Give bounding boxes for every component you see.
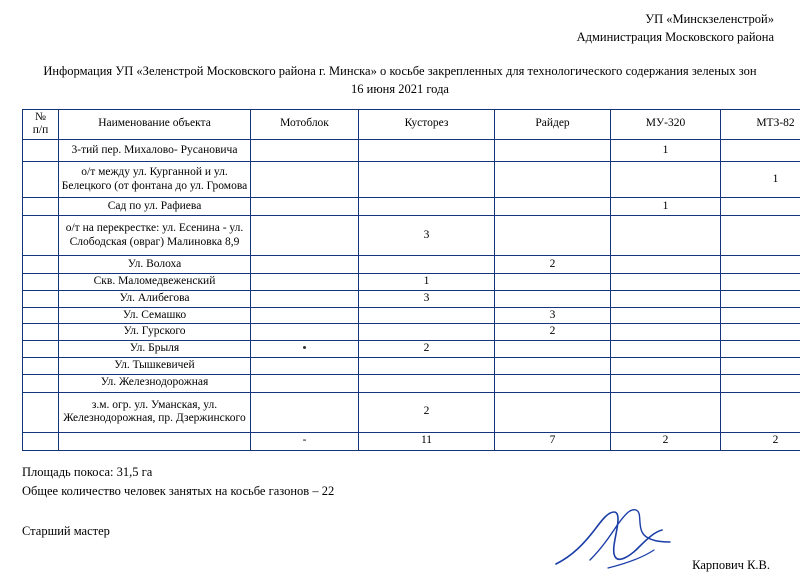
cell-number bbox=[23, 140, 59, 162]
cell-mu320 bbox=[611, 324, 721, 341]
total-cell-mtz82: 2 bbox=[721, 432, 800, 450]
cell-mtz82 bbox=[721, 358, 800, 375]
table-total-row bbox=[23, 432, 800, 450]
cell-motoblok bbox=[251, 274, 359, 291]
cell-motoblok bbox=[251, 290, 359, 307]
cell-number bbox=[23, 374, 59, 392]
cell-motoblok bbox=[251, 358, 359, 375]
total-cell-num bbox=[23, 432, 59, 450]
column-header-number bbox=[23, 109, 59, 140]
cell-mtz82 bbox=[721, 216, 800, 256]
table-row bbox=[23, 140, 800, 162]
cell-raider bbox=[495, 198, 611, 216]
cell-raider bbox=[495, 162, 611, 198]
cell-motoblok bbox=[251, 341, 359, 358]
cell-mtz82 bbox=[721, 140, 800, 162]
cell-raider bbox=[495, 274, 611, 291]
cell-object-name: 3-тий пер. Михалово- Русановича bbox=[59, 140, 251, 162]
signer-title: Старший мастер bbox=[22, 524, 110, 539]
table-row bbox=[23, 341, 800, 358]
cell-kustorez: 3 bbox=[359, 290, 495, 307]
column-header-number-line1: № bbox=[35, 111, 46, 123]
column-header-number-line2: п/п bbox=[33, 124, 49, 136]
cell-mtz82 bbox=[721, 324, 800, 341]
cell-mtz82: 1 bbox=[721, 162, 800, 198]
cell-object-name: Ул. Гурского bbox=[59, 324, 251, 341]
cell-mu320: 1 bbox=[611, 140, 721, 162]
table-row bbox=[23, 162, 800, 198]
page-title-line1: Информация УП «Зеленстрой Московского района г. Минска» о косьбе закрепленных для технологического содержания зеленых зон bbox=[22, 62, 778, 80]
cell-mtz82 bbox=[721, 198, 800, 216]
table-row bbox=[23, 290, 800, 307]
table-row bbox=[23, 216, 800, 256]
cell-number bbox=[23, 256, 59, 274]
cell-raider: 2 bbox=[495, 256, 611, 274]
cell-number bbox=[23, 358, 59, 375]
total-cell-mu320: 2 bbox=[611, 432, 721, 450]
cell-motoblok bbox=[251, 374, 359, 392]
cell-motoblok bbox=[251, 256, 359, 274]
handwritten-signature-icon bbox=[550, 498, 690, 578]
cell-number bbox=[23, 198, 59, 216]
column-header-mu320: МУ-320 bbox=[611, 109, 721, 140]
total-cell-kustorez: 11 bbox=[359, 432, 495, 450]
column-header-motoblok: Мотоблок bbox=[251, 109, 359, 140]
cell-motoblok bbox=[251, 392, 359, 432]
cell-motoblok bbox=[251, 198, 359, 216]
cell-mtz82 bbox=[721, 307, 800, 324]
mowing-table bbox=[22, 109, 800, 451]
cell-mtz82 bbox=[721, 392, 800, 432]
cell-mu320 bbox=[611, 374, 721, 392]
signer-name: Карпович К.В. bbox=[692, 558, 770, 573]
cell-kustorez: 3 bbox=[359, 216, 495, 256]
cell-kustorez bbox=[359, 140, 495, 162]
cell-mtz82 bbox=[721, 341, 800, 358]
table-row bbox=[23, 358, 800, 375]
table-row bbox=[23, 256, 800, 274]
cell-raider bbox=[495, 341, 611, 358]
cell-mu320 bbox=[611, 392, 721, 432]
cell-motoblok bbox=[251, 216, 359, 256]
signature-block bbox=[22, 524, 778, 584]
cell-kustorez bbox=[359, 324, 495, 341]
cell-raider bbox=[495, 392, 611, 432]
cell-raider bbox=[495, 374, 611, 392]
cell-object-name: з.м. огр. ул. Уманская, ул. Железнодорожная, пр. Дзержинского bbox=[59, 392, 251, 432]
total-cell-name bbox=[59, 432, 251, 450]
column-header-kustorez: Кусторез bbox=[359, 109, 495, 140]
cell-mtz82 bbox=[721, 274, 800, 291]
cell-number bbox=[23, 341, 59, 358]
cell-mu320 bbox=[611, 256, 721, 274]
cell-mu320 bbox=[611, 341, 721, 358]
cell-mu320: 1 bbox=[611, 198, 721, 216]
cell-raider: 2 bbox=[495, 324, 611, 341]
cell-raider bbox=[495, 216, 611, 256]
footer-area-line: Площадь покоса: 31,5 га bbox=[22, 463, 778, 482]
cell-number bbox=[23, 324, 59, 341]
page-title bbox=[22, 62, 778, 98]
table-body bbox=[23, 140, 800, 451]
cell-kustorez bbox=[359, 374, 495, 392]
table-row bbox=[23, 392, 800, 432]
cell-kustorez: 1 bbox=[359, 274, 495, 291]
cell-kustorez bbox=[359, 256, 495, 274]
table-row bbox=[23, 374, 800, 392]
cell-object-name: Ул. Железнодорожная bbox=[59, 374, 251, 392]
cell-kustorez bbox=[359, 358, 495, 375]
cell-raider bbox=[495, 358, 611, 375]
document-header bbox=[22, 8, 778, 46]
column-header-raider: Райдер bbox=[495, 109, 611, 140]
cell-object-name: Ул. Брыля bbox=[59, 341, 251, 358]
cell-motoblok bbox=[251, 140, 359, 162]
cell-raider bbox=[495, 140, 611, 162]
table-header-row bbox=[23, 109, 800, 140]
table-row bbox=[23, 307, 800, 324]
cell-mu320 bbox=[611, 358, 721, 375]
column-header-mtz82: МТЗ-82 bbox=[721, 109, 800, 140]
cell-number bbox=[23, 162, 59, 198]
cell-kustorez bbox=[359, 307, 495, 324]
cell-raider bbox=[495, 290, 611, 307]
cell-object-name: Сад по ул. Рафиева bbox=[59, 198, 251, 216]
column-header-object-name: Наименование объекта bbox=[59, 109, 251, 140]
cell-kustorez: 2 bbox=[359, 341, 495, 358]
page-title-line2: 16 июня 2021 года bbox=[22, 80, 778, 98]
cell-mu320 bbox=[611, 274, 721, 291]
cell-mtz82 bbox=[721, 374, 800, 392]
cell-motoblok bbox=[251, 307, 359, 324]
total-cell-raider: 7 bbox=[495, 432, 611, 450]
table-row bbox=[23, 274, 800, 291]
cell-mu320 bbox=[611, 216, 721, 256]
header-admin-line: Администрация Московского района bbox=[22, 28, 774, 46]
cell-number bbox=[23, 290, 59, 307]
cell-motoblok bbox=[251, 324, 359, 341]
cell-number bbox=[23, 392, 59, 432]
cell-kustorez bbox=[359, 162, 495, 198]
cell-mtz82 bbox=[721, 256, 800, 274]
footer-people-line: Общее количество человек занятых на косьбе газонов – 22 bbox=[22, 482, 778, 501]
cell-object-name: Ул. Волоха bbox=[59, 256, 251, 274]
cell-kustorez bbox=[359, 198, 495, 216]
cell-mu320 bbox=[611, 290, 721, 307]
cell-object-name: Скв. Маломедвеженский bbox=[59, 274, 251, 291]
cell-number bbox=[23, 307, 59, 324]
table-row bbox=[23, 324, 800, 341]
cell-raider: 3 bbox=[495, 307, 611, 324]
cell-mtz82 bbox=[721, 290, 800, 307]
cell-number bbox=[23, 274, 59, 291]
ink-dot-artifact bbox=[303, 346, 306, 349]
cell-mu320 bbox=[611, 162, 721, 198]
cell-mu320 bbox=[611, 307, 721, 324]
cell-motoblok bbox=[251, 162, 359, 198]
cell-object-name: о/т на перекрестке: ул. Есенина - ул. Слободская (овраг) Малиновка 8,9 bbox=[59, 216, 251, 256]
table-row bbox=[23, 198, 800, 216]
cell-object-name: Ул. Алибегова bbox=[59, 290, 251, 307]
total-cell-motoblok: - bbox=[251, 432, 359, 450]
cell-object-name: о/т между ул. Курганной и ул. Белецкого (от фонтана до ул. Громова bbox=[59, 162, 251, 198]
document-footer bbox=[22, 463, 778, 501]
cell-object-name: Ул. Тышкевичей bbox=[59, 358, 251, 375]
cell-number bbox=[23, 216, 59, 256]
header-org-line: УП «Минскзеленстрой» bbox=[22, 10, 774, 28]
cell-kustorez: 2 bbox=[359, 392, 495, 432]
cell-object-name: Ул. Семашко bbox=[59, 307, 251, 324]
